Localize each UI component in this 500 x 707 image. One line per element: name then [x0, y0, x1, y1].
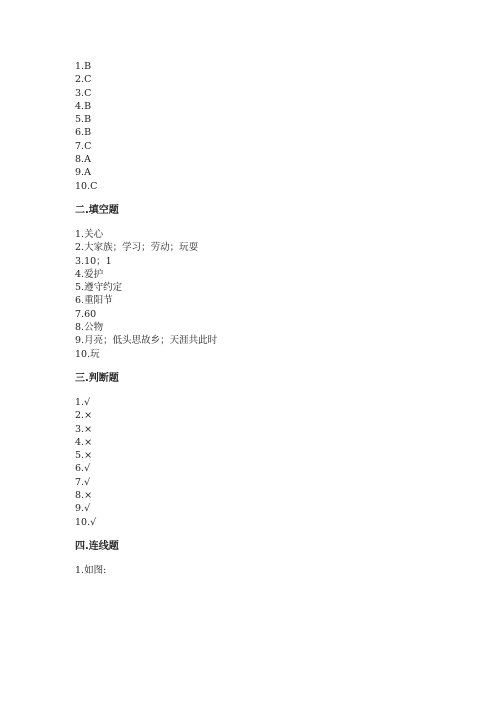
- answer-item: 5.×: [75, 450, 93, 462]
- answer-item: 3.10；1: [75, 255, 112, 267]
- answer-item: 8.公物: [75, 322, 104, 334]
- section-matching-answers: [75, 564, 435, 577]
- section-heading-matching: 四.连线题: [75, 540, 119, 552]
- answer-item: 1.如图:: [75, 564, 107, 576]
- section-choice-answers: [75, 60, 435, 193]
- answer-item: 2.C: [75, 74, 92, 86]
- section-true-false-answers: [75, 396, 435, 529]
- answer-item: 9.√: [75, 503, 91, 515]
- answer-item: 9.A: [75, 167, 91, 179]
- answer-item: 3.×: [75, 423, 93, 435]
- answer-item: 8.A: [75, 154, 91, 166]
- answer-item: 9.月亮；低头思故乡；天涯共此时: [75, 335, 218, 347]
- answer-item: 7.60: [75, 308, 97, 320]
- answer-item: 4.B: [75, 100, 92, 112]
- section-heading-true-false: 三.判断题: [75, 372, 119, 384]
- answer-item: 10.√: [75, 516, 97, 528]
- section-fill-blank-answers: [75, 228, 435, 361]
- answer-item: 4.×: [75, 436, 93, 448]
- answer-item: 6.B: [75, 127, 92, 139]
- answer-item: 4.爱护: [75, 268, 104, 280]
- answer-item: 1.关心: [75, 228, 104, 240]
- section-heading-fill-blank: 二.填空题: [75, 204, 119, 216]
- answer-item: 7.C: [75, 140, 92, 152]
- answer-item: 3.C: [75, 87, 92, 99]
- answer-item: 7.√: [75, 476, 91, 488]
- answer-item: 6.重阳节: [75, 295, 113, 307]
- answer-document: [75, 60, 435, 577]
- answer-item: 8.×: [75, 490, 93, 502]
- answer-item: 10.C: [75, 180, 98, 192]
- answer-item: 1.B: [75, 61, 92, 72]
- answer-item: 1.√: [75, 396, 91, 408]
- answer-item: 10.玩: [75, 348, 100, 360]
- answer-item: 6.√: [75, 463, 91, 475]
- answer-item: 5.B: [75, 114, 92, 126]
- answer-item: 5.遵守约定: [75, 282, 123, 294]
- answer-item: 2.大家族；学习；劳动；玩耍: [75, 242, 199, 254]
- answer-item: 2.×: [75, 410, 93, 422]
